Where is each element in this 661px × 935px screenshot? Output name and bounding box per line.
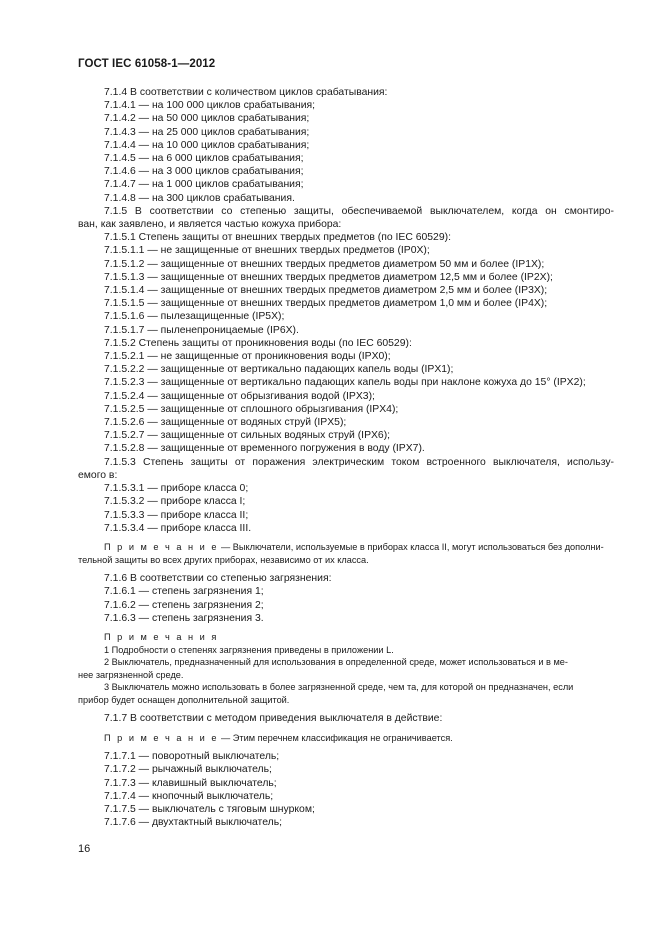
clause-line: 7.1.5.1 Степень защиты от внешних твердых предметов (по IEC 60529):	[104, 232, 451, 244]
clause-7-1-6-list	[78, 572, 614, 625]
clause-line: 7.1.5.3.3 — приборе класса II;	[104, 509, 249, 521]
clause-line: 7.1.4.2 — на 50 000 циклов срабатывания;	[104, 113, 310, 125]
note-1	[78, 541, 614, 554]
clause-7-1-5-3-list	[78, 482, 614, 535]
clause-line: 7.1.5.1.6 — пылезащищенные (IP5X);	[104, 311, 285, 323]
clause-line: 7.1.4.8 — на 300 циклов срабатывания.	[104, 192, 295, 204]
note-item: 1 Подробности о степенях загрязнения приведены в приложении L.	[104, 644, 394, 655]
clause-line: 7.1.7.3 — клавишный выключатель;	[104, 777, 277, 789]
clause-line: 7.1.7.4 — кнопочный выключатель;	[104, 790, 274, 802]
note-text: — Этим перечнем классификация не ограничивается.	[218, 732, 453, 743]
clause-line: 7.1.4.3 — на 25 000 циклов срабатывания;	[104, 126, 310, 138]
clause-line: 7.1.6.2 — степень загрязнения 2;	[104, 599, 264, 611]
clause-line: 7.1.5.2.1 — не защищенные от проникновения воды (IPX0);	[104, 351, 391, 363]
clause-line: 7.1.7.6 — двухтактный выключатель;	[104, 817, 282, 829]
clause-line: 7.1.5.2.2 — защищенные от вертикально падающих капель воды (IPX1);	[104, 364, 454, 376]
clause-line: 7.1.5.2.7 — защищенные от сильных водяных струй (IPX6);	[104, 430, 391, 442]
clause-line: 7.1.4.7 — на 1 000 циклов срабатывания;	[104, 179, 304, 191]
note-item: 2 Выключатель, предназначенный для использования в определенной среде, может использоваться и в ме-	[104, 657, 568, 668]
note-item-cont: нее загрязненной среде.	[78, 669, 184, 680]
clause-7-1-5-heading: 7.1.5 В соответствии со степенью защиты, обеспечиваемой выключателем, когда он смонтиро-	[104, 205, 614, 217]
clause-7-1-4-list	[78, 86, 614, 205]
clause-line: 7.1.4.4 — на 10 000 циклов срабатывания;	[104, 139, 310, 151]
clause-7-1-5-list	[78, 231, 614, 455]
clause-line: 7.1.6.1 — степень загрязнения 1;	[104, 586, 264, 598]
clause-line: 7.1.5.2.3 — защищенные от вертикально падающих капель воды при наклоне кожуха до 15° (IPX2);	[104, 377, 586, 389]
clause-7-1-7-list	[78, 750, 614, 829]
clause-line: 7.1.5.1.1 — не защищенные от внешних твердых предметов (IP0X);	[104, 245, 430, 257]
clause-line: 7.1.5.2.6 — защищенные от водяных струй (IPX5);	[104, 417, 347, 429]
note-item: 3 Выключатель можно использовать в более загрязненной среде, чем та, для которой он предназначен, если	[104, 682, 574, 693]
clause-line: 7.1.7.2 — рычажный выключатель;	[104, 764, 272, 776]
clause-line: 7.1.4 В соответствии с количеством циклов срабатывания:	[104, 87, 388, 98]
clause-line: 7.1.5.3.1 — приборе класса 0;	[104, 483, 249, 495]
note-2	[78, 732, 614, 745]
clause-line: 7.1.5.2.8 — защищенные от временного погружения в воду (IPX7).	[104, 443, 425, 455]
document-header: ГОСТ IEC 61058-1—2012	[78, 58, 216, 70]
clause-line: 7.1.4.1 — на 100 000 циклов срабатывания;	[104, 100, 316, 112]
clause-line: 7.1.5.2.5 — защищенные от сплошного обрызгивания (IPX4);	[104, 403, 399, 415]
page-number: 16	[78, 843, 91, 855]
clause-line: 7.1.4.6 — на 3 000 циклов срабатывания;	[104, 166, 304, 178]
note-label: П р и м е ч а н и е	[104, 541, 219, 552]
clause-line: 7.1.5.3.2 — приборе класса I;	[104, 496, 246, 508]
clause-line: 7.1.6 В соответствии со степенью загрязнения:	[104, 573, 332, 585]
clause-line: 7.1.5.2 Степень защиты от проникновения воды (по IEC 60529):	[104, 337, 412, 349]
clause-line: 7.1.7.1 — поворотный выключатель;	[104, 751, 280, 763]
clause-line: 7.1.5.1.2 — защищенные от внешних твердых предметов диаметром 50 мм и более (IP1X);	[104, 258, 545, 270]
clause-line: 7.1.5.1.7 — пыленепроницаемые (IP6X).	[104, 324, 299, 336]
clause-7-1-5-heading-cont: ван, как заявлено, и является частью кожуха прибора:	[78, 219, 342, 231]
clause-line: 7.1.5.1.4 — защищенные от внешних твердых предметов диаметром 2,5 мм и более (IP3X);	[104, 285, 548, 297]
note-label: П р и м е ч а н и е	[104, 732, 219, 743]
clause-line: 7.1.5.2.4 — защищенные от обрызгивания водой (IPX3);	[104, 390, 375, 402]
notes-label: П р и м е ч а н и я	[104, 631, 219, 642]
clause-7-1-5-3-heading-cont: емого в:	[78, 469, 118, 481]
note-text: — Выключатели, используемые в приборах класса II, могут использоваться без дополни-	[218, 541, 604, 552]
clause-line: 7.1.5.1.5 — защищенные от внешних твердых предметов диаметром 1,0 мм и более (IP4X);	[104, 298, 548, 310]
note-item-cont: прибор будет оснащен дополнительной защитой.	[78, 694, 290, 705]
clause-line: 7.1.4.5 — на 6 000 циклов срабатывания;	[104, 153, 304, 165]
clause-line: 7.1.6.3 — степень загрязнения 3.	[104, 612, 264, 624]
clause-line: 7.1.5.3.4 — приборе класса III.	[104, 522, 252, 534]
clause-line: 7.1.7.5 — выключатель с тяговым шнурком;	[104, 804, 315, 816]
clause-7-1-7-heading: 7.1.7 В соответствии с методом приведения выключателя в действие:	[104, 713, 443, 725]
note-1-cont: тельной защиты во всех других приборах, независимо от их класса.	[78, 554, 369, 565]
clause-7-1-5-3-heading: 7.1.5.3 Степень защиты от поражения электрическим током встроенного выключателя, использу-	[104, 456, 614, 468]
document-body	[78, 86, 614, 829]
clause-line: 7.1.5.1.3 — защищенные от внешних твердых предметов диаметром 12,5 мм и более (IP2X);	[104, 271, 553, 283]
